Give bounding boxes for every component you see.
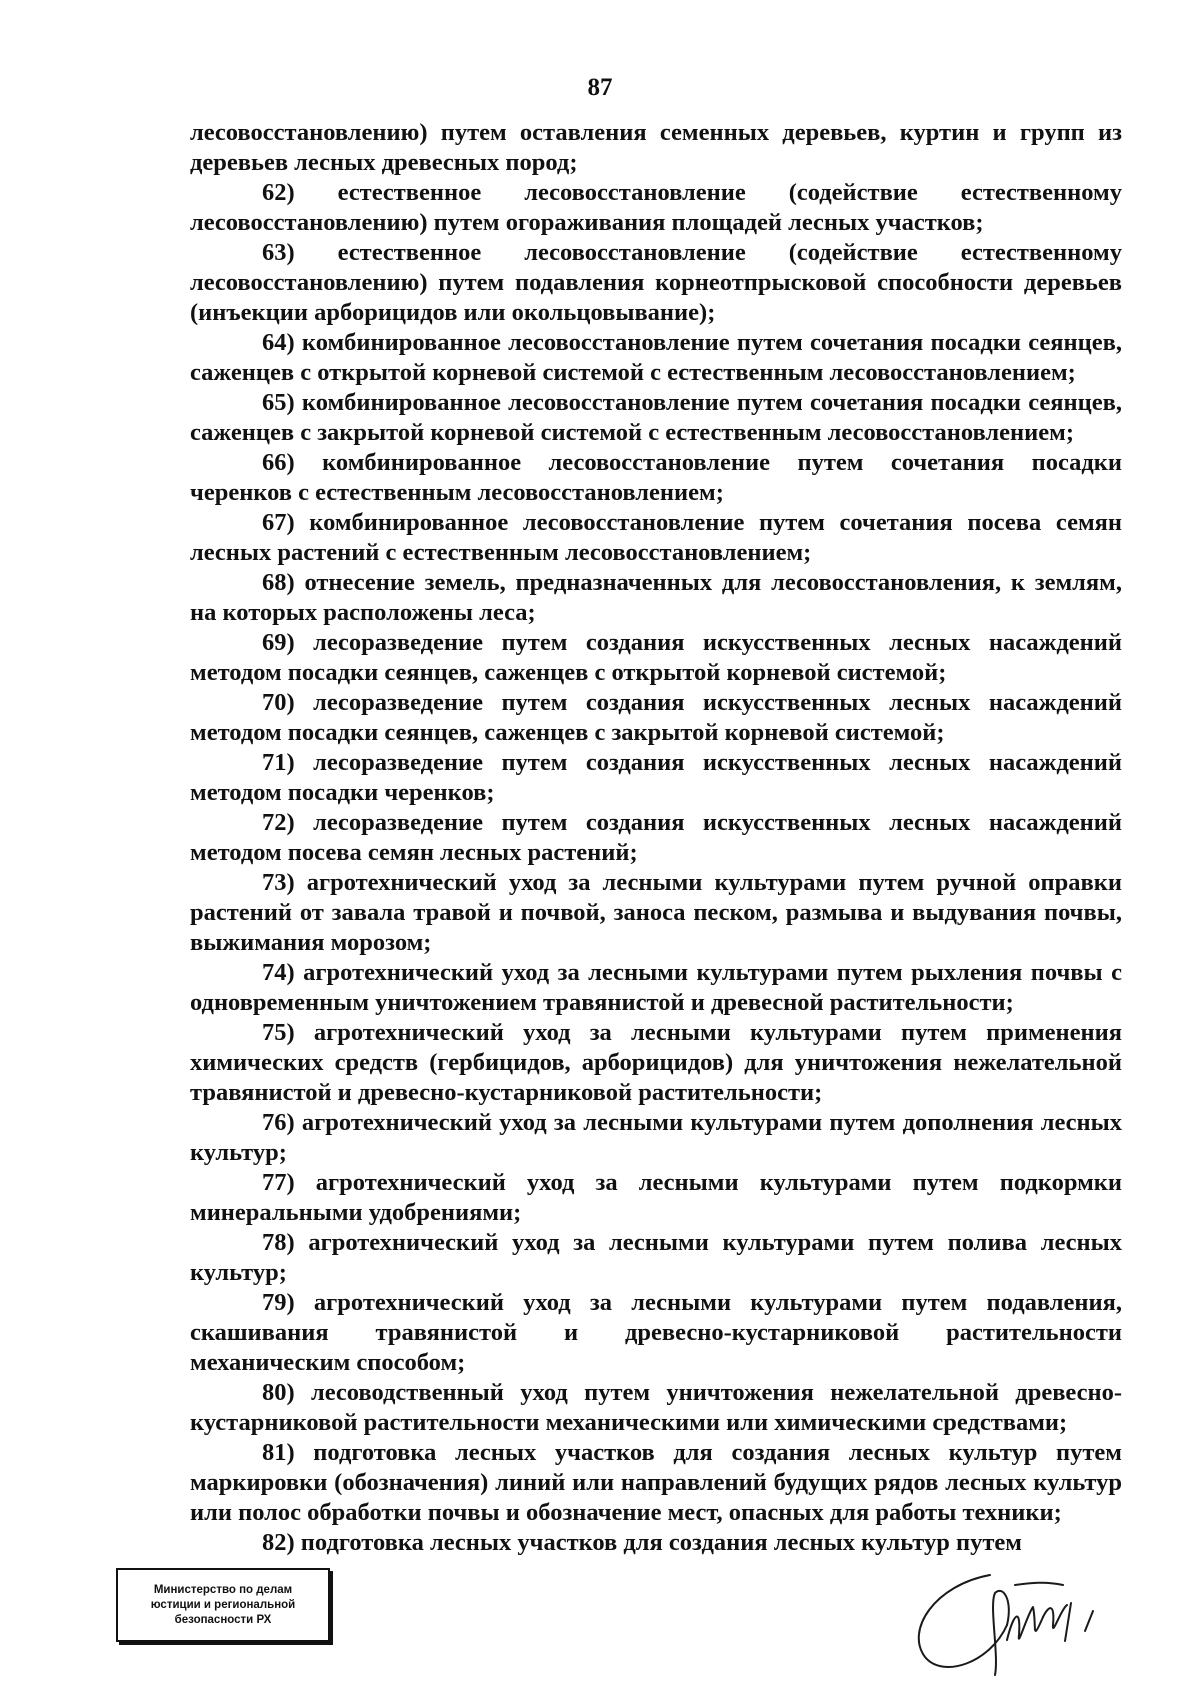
paragraph-item-64: 64) комбинированное лесовосстановление путем сочетания посадки сеянцев, саженцев с открытой корневой системой с естественным лесовосстановлением; [190,329,1122,386]
paragraph-item-75: 75) агротехнический уход за лесными культурами путем применения химических средств (гербицидов, арборицидов) для уничтожения нежелательной травянистой и древесно-кустарниковой растительности; [190,1019,1122,1106]
paragraph-item-79: 79) агротехнический уход за лесными культурами путем подавления, скашивания травянистой и древесно-кустарниковой растительности механическим способом; [190,1289,1122,1376]
paragraph-item-66: 66) комбинированное лесовосстановление путем сочетания посадки черенков с естественным лесовосстановлением; [190,449,1122,506]
paragraph-item-74: 74) агротехнический уход за лесными культурами путем рыхления почвы с одновременным уничтожением травянистой и древесной растительности; [190,959,1122,1016]
paragraph-item-72: 72) лесоразведение путем создания искусственных лесных насаждений методом посева семян лесных растений; [190,809,1122,866]
paragraph-item-67: 67) комбинированное лесовосстановление путем сочетания посева семян лесных растений с естественным лесовосстановлением; [190,509,1122,566]
paragraph-item-82: 82) подготовка лесных участков для создания лесных культур путем [262,1529,1022,1556]
paragraph-item-63: 63) естественное лесовосстановление (содействие естественному лесовосстановлению) путем подавления корнеотпрысковой способности деревьев (инъекции арборицидов или окольцовывание); [190,239,1122,326]
page-number: 87 [587,74,613,101]
paragraph-item-80: 80) лесоводственный уход путем уничтожения нежелательной древесно-кустарниковой растительности механическими или химическими средствами; [190,1379,1122,1436]
document-body [190,118,1122,1558]
paragraph-item-81: 81) подготовка лесных участков для создания лесных культур путем маркировки (обозначения) линий или направлений будущих рядов лесных культур или полос обработки почвы и обозначение мест, опасных для работы техники; [190,1439,1122,1526]
paragraph-item-68: 68) отнесение земель, предназначенных для лесовосстановления, к землям, на которых расположены леса; [190,569,1122,626]
ministry-stamp [116,1568,330,1642]
signature-icon [895,1545,1135,1685]
paragraph-item-78: 78) агротехнический уход за лесными культурами путем полива лесных культур; [190,1229,1122,1286]
paragraph-item-73: 73) агротехнический уход за лесными культурами путем ручной оправки растений от завала травой и почвой, заноса песком, размыва и выдувания почвы, выжимания морозом; [190,869,1122,956]
paragraph-item-69: 69) лесоразведение путем создания искусственных лесных насаждений методом посадки сеянцев, саженцев с открытой корневой системой; [190,629,1122,686]
paragraph-item-76: 76) агротехнический уход за лесными культурами путем дополнения лесных культур; [190,1109,1122,1166]
stamp-line-2: юстиции и региональной [150,1598,296,1611]
paragraph-item-65: 65) комбинированное лесовосстановление путем сочетания посадки сеянцев, саженцев с закрытой корневой системой с естественным лесовосстановлением; [190,389,1122,446]
stamp-line-1: Министерство по делам [153,1583,293,1596]
paragraph-item-70: 70) лесоразведение путем создания искусственных лесных насаждений методом посадки сеянцев, саженцев с закрытой корневой системой; [190,689,1122,746]
paragraph-item-71: 71) лесоразведение путем создания искусственных лесных насаждений методом посадки черенков; [190,749,1122,806]
stamp-line-3: безопасности РХ [174,1613,272,1626]
paragraph-item-62: 62) естественное лесовосстановление (содействие естественному лесовосстановлению) путем огораживания площадей лесных участков; [190,179,1122,236]
paragraph-continuation: лесовосстановлению) путем оставления семенных деревьев, куртин и групп из деревьев лесных древесных пород; [190,119,1122,176]
paragraph-item-77: 77) агротехнический уход за лесными культурами путем подкормки минеральными удобрениями; [190,1169,1122,1226]
